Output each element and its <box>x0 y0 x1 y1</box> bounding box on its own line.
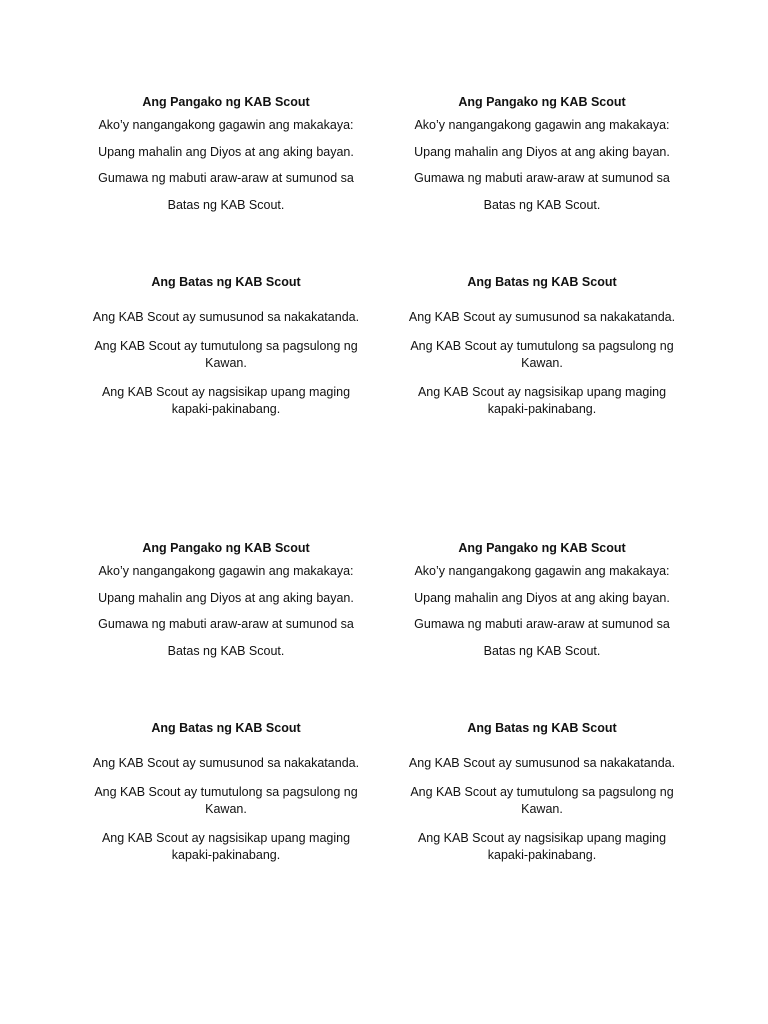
batas-line-1: Ang KAB Scout ay sumusunod sa nakakatanda. <box>408 310 676 324</box>
pangako-line-1: Ako’y nangangakong gagawin ang makakaya: <box>414 118 670 132</box>
pangako-line-3: Gumawa ng mabuti araw-araw at sumunod sa <box>414 171 670 185</box>
batas-line-2: Ang KAB Scout ay tumutulong sa pagsulong ng Kawan. <box>94 784 358 816</box>
pangako-line-4: Batas ng KAB Scout. <box>483 197 601 212</box>
batas-line-3: Ang KAB Scout ay nagsisikap upang maging kapaki-pakinabang. <box>417 830 667 862</box>
pangako-line-2: Upang mahalin ang Diyos at ang aking bayan. <box>414 144 670 159</box>
batas-line-2: Ang KAB Scout ay tumutulong sa pagsulong ng Kawan. <box>410 338 674 370</box>
batas-line-3: Ang KAB Scout ay nagsisikap upang maging kapaki-pakinabang. <box>101 384 351 416</box>
batas-line-1: Ang KAB Scout ay sumusunod sa nakakatanda. <box>408 756 676 770</box>
batas-card-bottom-right <box>397 720 687 876</box>
batas-title: Ang Batas ng KAB Scout <box>151 275 301 289</box>
batas-card-bottom-left <box>81 720 371 876</box>
batas-line-2: Ang KAB Scout ay tumutulong sa pagsulong ng Kawan. <box>94 338 358 370</box>
pangako-line-1: Ako’y nangangakong gagawin ang makakaya: <box>98 564 354 578</box>
batas-title: Ang Batas ng KAB Scout <box>467 275 617 289</box>
pangako-line-4: Batas ng KAB Scout. <box>483 643 601 658</box>
pangako-line-3: Gumawa ng mabuti araw-araw at sumunod sa <box>98 617 354 631</box>
batas-title: Ang Batas ng KAB Scout <box>151 721 301 735</box>
batas-line-2: Ang KAB Scout ay tumutulong sa pagsulong ng Kawan. <box>410 784 674 816</box>
pangako-line-1: Ako’y nangangakong gagawin ang makakaya: <box>98 118 354 132</box>
pangako-title: Ang Pangako ng KAB Scout <box>458 541 626 555</box>
pangako-line-3: Gumawa ng mabuti araw-araw at sumunod sa <box>414 617 670 631</box>
batas-line-3: Ang KAB Scout ay nagsisikap upang maging kapaki-pakinabang. <box>101 830 351 862</box>
batas-line-3: Ang KAB Scout ay nagsisikap upang maging kapaki-pakinabang. <box>417 384 667 416</box>
batas-title: Ang Batas ng KAB Scout <box>467 721 617 735</box>
pangako-line-1: Ako’y nangangakong gagawin ang makakaya: <box>414 564 670 578</box>
batas-line-1: Ang KAB Scout ay sumusunod sa nakakatanda. <box>92 310 360 324</box>
pangako-card-bottom-right <box>397 540 687 669</box>
pangako-title: Ang Pangako ng KAB Scout <box>458 95 626 109</box>
batas-line-1: Ang KAB Scout ay sumusunod sa nakakatanda. <box>92 756 360 770</box>
pangako-line-2: Upang mahalin ang Diyos at ang aking bayan. <box>98 590 354 605</box>
batas-card-top-right <box>397 274 687 430</box>
pangako-line-2: Upang mahalin ang Diyos at ang aking bayan. <box>98 144 354 159</box>
pangako-card-top-left <box>81 94 371 223</box>
pangako-card-bottom-left <box>81 540 371 669</box>
pangako-line-4: Batas ng KAB Scout. <box>167 197 285 212</box>
pangako-line-3: Gumawa ng mabuti araw-araw at sumunod sa <box>98 171 354 185</box>
batas-card-top-left <box>81 274 371 430</box>
pangako-line-2: Upang mahalin ang Diyos at ang aking bayan. <box>414 590 670 605</box>
pangako-line-4: Batas ng KAB Scout. <box>167 643 285 658</box>
pangako-title: Ang Pangako ng KAB Scout <box>142 541 310 555</box>
pangako-title: Ang Pangako ng KAB Scout <box>142 95 310 109</box>
pangako-card-top-right <box>397 94 687 223</box>
